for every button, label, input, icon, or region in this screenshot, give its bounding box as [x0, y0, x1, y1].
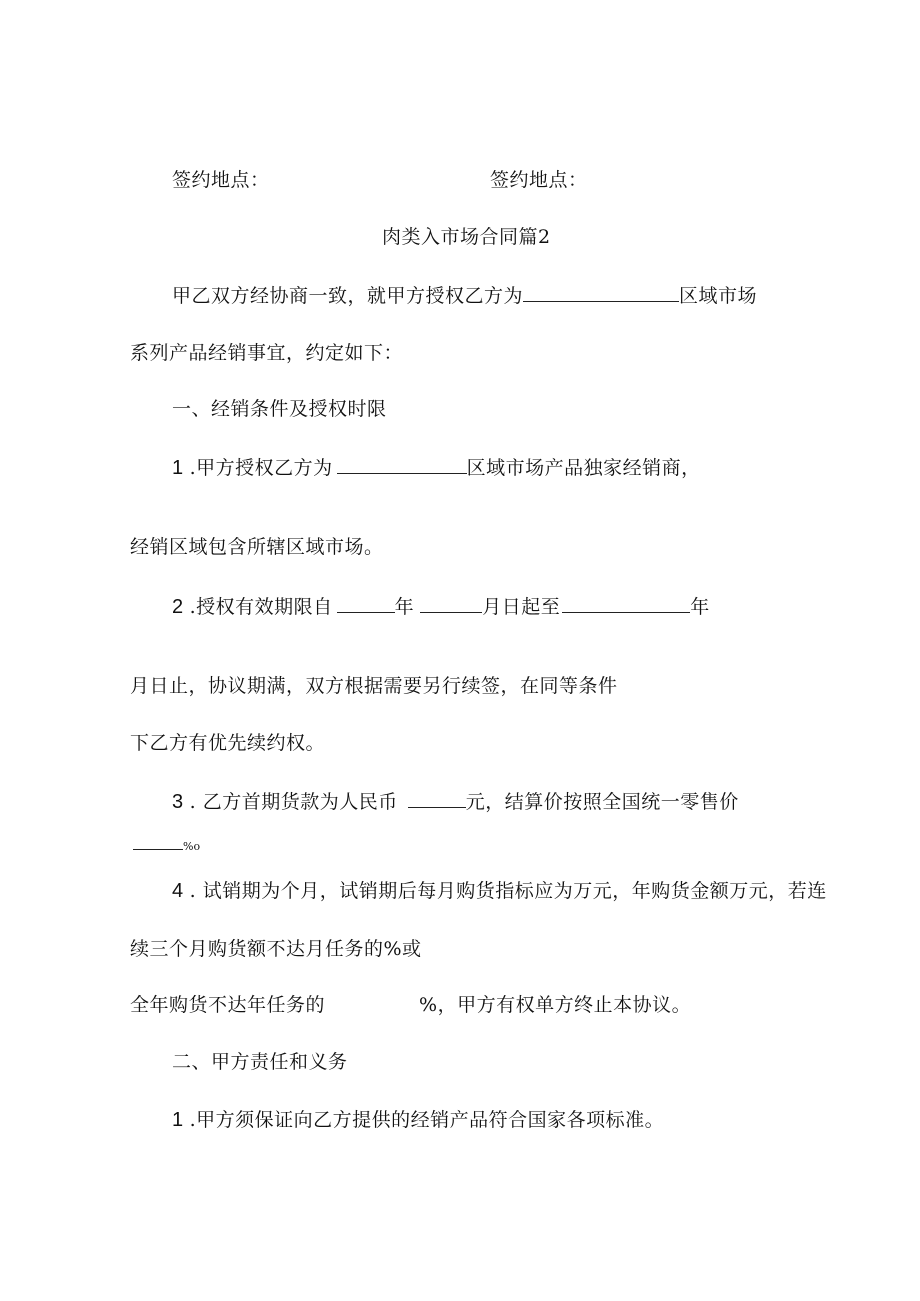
- percent-suffix: %o: [183, 840, 201, 853]
- item-1-4-continuation-1: 续三个月购货额不达月任务的%或: [130, 938, 422, 960]
- amount-blank: [408, 789, 466, 808]
- item-text-c: 月日起至: [482, 596, 561, 618]
- item-text-a: . 试销期为个月，试销期后每月购货指标应为万元，年购货金额万元，若连: [189, 880, 827, 902]
- intro-text-b: 区域市场: [679, 285, 758, 307]
- item-text-a: 全年购货不达年任务的: [130, 994, 326, 1016]
- item-text-b: 区域市场产品独家经销商，: [466, 457, 701, 479]
- item-text-a: .授权有效期限自: [189, 596, 333, 618]
- item-number: 2: [172, 596, 184, 618]
- percent-blank: [133, 839, 183, 850]
- intro-line-1: [172, 283, 757, 308]
- intro-line-2: 系列产品经销事宜，约定如下：: [130, 342, 404, 364]
- item-text-a: .甲方授权乙方为: [189, 457, 333, 479]
- signing-place-left-label: 签约地点：: [172, 169, 270, 191]
- start-year-blank: [337, 594, 395, 613]
- item-text-b: 年: [394, 596, 415, 618]
- start-month-blank: [420, 594, 482, 613]
- item-1-1-continuation: 经销区域包含所辖区域市场。: [130, 536, 384, 558]
- signing-place-right-label: 签约地点：: [490, 169, 588, 191]
- intro-text-a: 甲乙双方经协商一致，就甲方授权乙方为: [172, 285, 524, 307]
- item-1-4: [172, 879, 827, 903]
- item-1-2-continuation-2: 下乙方有优先续约权。: [130, 732, 326, 754]
- item-text-b: %，甲方有权单方终止本协议。: [419, 994, 692, 1016]
- item-number: 1: [172, 457, 184, 479]
- document-title: 肉类入市场合同篇2: [382, 226, 551, 248]
- item-number: 3: [172, 791, 184, 813]
- item-2-1: [172, 1108, 664, 1132]
- item-1-1: [172, 455, 701, 480]
- section-1-heading: 一、经销条件及授权时限: [172, 398, 387, 420]
- region-blank: [337, 455, 467, 474]
- item-text-b: 元，结算价按照全国统一零售价: [465, 791, 739, 813]
- item-1-3-continuation: [133, 832, 200, 859]
- item-text-a: . 乙方首期货款为人民币: [189, 791, 398, 813]
- end-year-blank: [562, 594, 690, 613]
- region-blank: [523, 283, 679, 302]
- item-1-2: [172, 594, 710, 619]
- item-1-3: [172, 789, 739, 814]
- item-number: 1: [172, 1109, 184, 1131]
- item-number: 4: [172, 880, 184, 902]
- item-text: .甲方须保证向乙方提供的经销产品符合国家各项标准。: [189, 1109, 665, 1131]
- item-1-2-continuation-1: 月日止，协议期满，双方根据需要另行续签，在同等条件: [130, 675, 618, 697]
- section-2-heading: 二、甲方责任和义务: [172, 1051, 348, 1073]
- item-text-d: 年: [690, 596, 710, 618]
- item-1-4-continuation-2: [130, 993, 691, 1017]
